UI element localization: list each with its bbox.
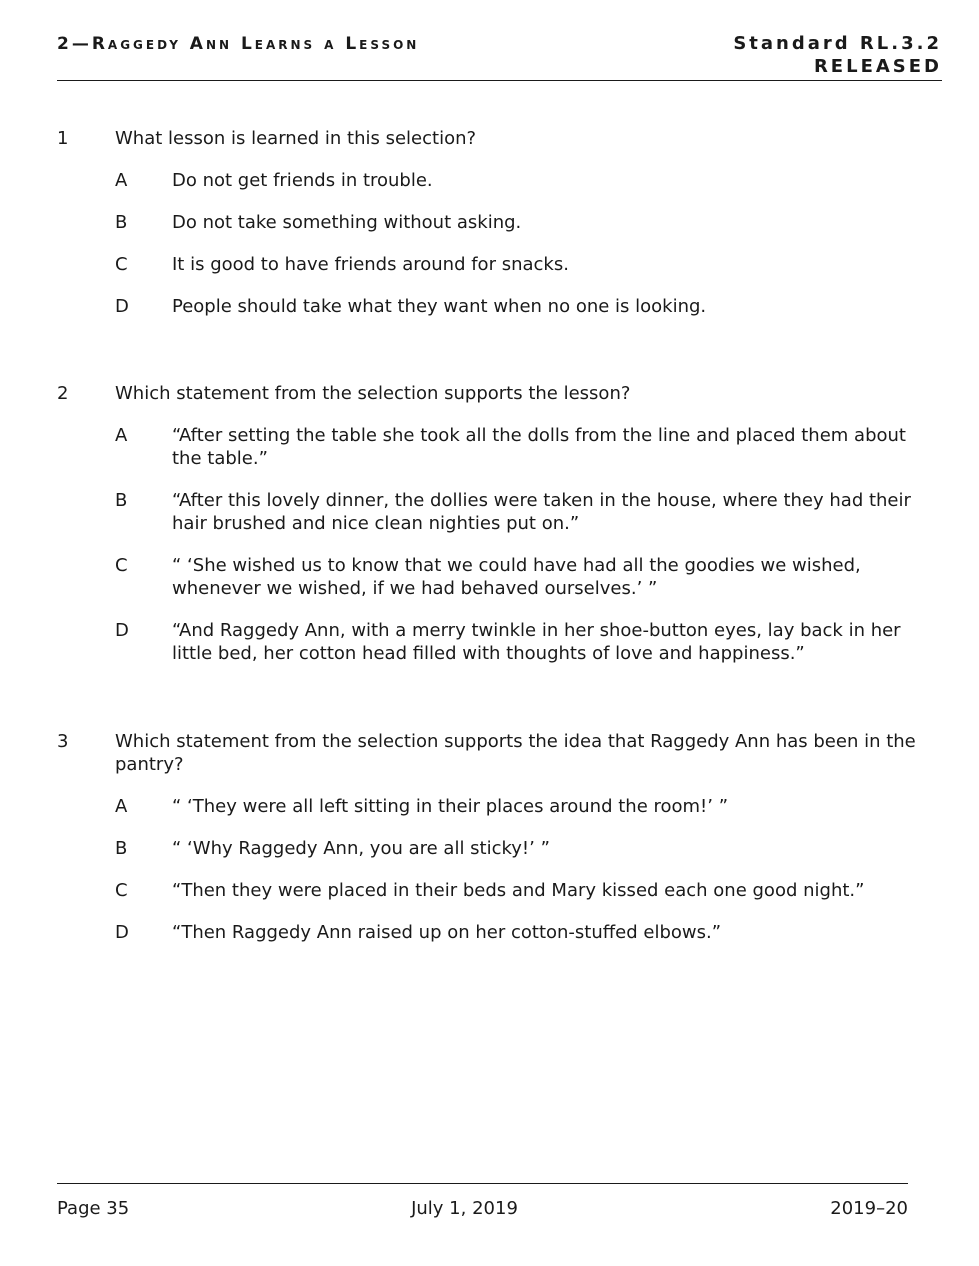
answer-option: [115, 619, 927, 665]
answer-option: [115, 211, 927, 234]
option-text: “Then Raggedy Ann raised up on her cotton-stuffed elbows.”: [172, 922, 722, 943]
footer-divider: [57, 1183, 908, 1184]
question-stem: What lesson is learned in this selection?: [115, 128, 477, 149]
question-number: 2: [57, 383, 69, 404]
question-2: [57, 382, 927, 665]
footer-date: July 1, 2019: [411, 1198, 518, 1219]
answer-option: [115, 921, 927, 944]
answer-option: [115, 253, 927, 276]
option-letter: D: [115, 296, 129, 317]
question-stem: Which statement from the selection supports the idea that Raggedy Ann has been in the pantry?: [115, 731, 916, 775]
answer-option: [115, 554, 927, 600]
standard-block: [733, 32, 942, 78]
option-letter: A: [115, 796, 128, 817]
standard-label: Standard RL.3.2: [733, 33, 942, 54]
answer-option: [115, 837, 927, 860]
option-text: “ ‘They were all left sitting in their places around the room!’ ”: [172, 796, 729, 817]
option-text: “Then they were placed in their beds and Mary kissed each one good night.”: [172, 880, 865, 901]
option-letter: D: [115, 620, 129, 641]
option-text: “ ‘Why Raggedy Ann, you are all sticky!’ ”: [172, 838, 550, 859]
question-1: [57, 127, 927, 318]
option-text: It is good to have friends around for snacks.: [172, 254, 569, 275]
option-text: “After this lovely dinner, the dollies were taken in the house, where they had their hair brushed and nice clean nighties put on.”: [172, 490, 911, 534]
option-text: “ ‘She wished us to know that we could have had all the goodies we wished, whenever we wished, if we had behaved ourselves.’ ”: [172, 555, 861, 599]
option-letter: C: [115, 254, 128, 275]
option-text: People should take what they want when no one is looking.: [172, 296, 707, 317]
option-text: “And Raggedy Ann, with a merry twinkle in her shoe-button eyes, lay back in her little bed, her cotton head filled with thoughts of love and happiness.”: [172, 620, 901, 664]
answer-option: [115, 295, 927, 318]
option-text: “After setting the table she took all the dolls from the line and placed them about the table.”: [172, 425, 906, 469]
answer-option: [115, 879, 927, 902]
option-letter: B: [115, 490, 128, 511]
question-stem: Which statement from the selection supports the lesson?: [115, 383, 631, 404]
page-number: Page 35: [57, 1198, 130, 1219]
option-letter: B: [115, 838, 128, 859]
answer-option: [115, 169, 927, 192]
passage-title: 2—Raggedy Ann Learns a Lesson: [57, 34, 420, 54]
option-text: Do not take something without asking.: [172, 212, 522, 233]
option-letter: C: [115, 555, 128, 576]
option-letter: C: [115, 880, 128, 901]
option-letter: D: [115, 922, 129, 943]
question-number: 1: [57, 128, 69, 149]
page-header: [57, 30, 942, 81]
option-letter: A: [115, 170, 128, 191]
answer-option: [115, 795, 927, 818]
option-letter: B: [115, 212, 128, 233]
answer-option: [115, 489, 927, 535]
option-letter: A: [115, 425, 128, 446]
option-text: Do not get friends in trouble.: [172, 170, 433, 191]
question-number: 3: [57, 731, 69, 752]
school-year: 2019–20: [830, 1198, 908, 1219]
question-3: [57, 730, 927, 944]
released-label: RELEASED: [813, 56, 942, 77]
answer-option: [115, 424, 927, 470]
